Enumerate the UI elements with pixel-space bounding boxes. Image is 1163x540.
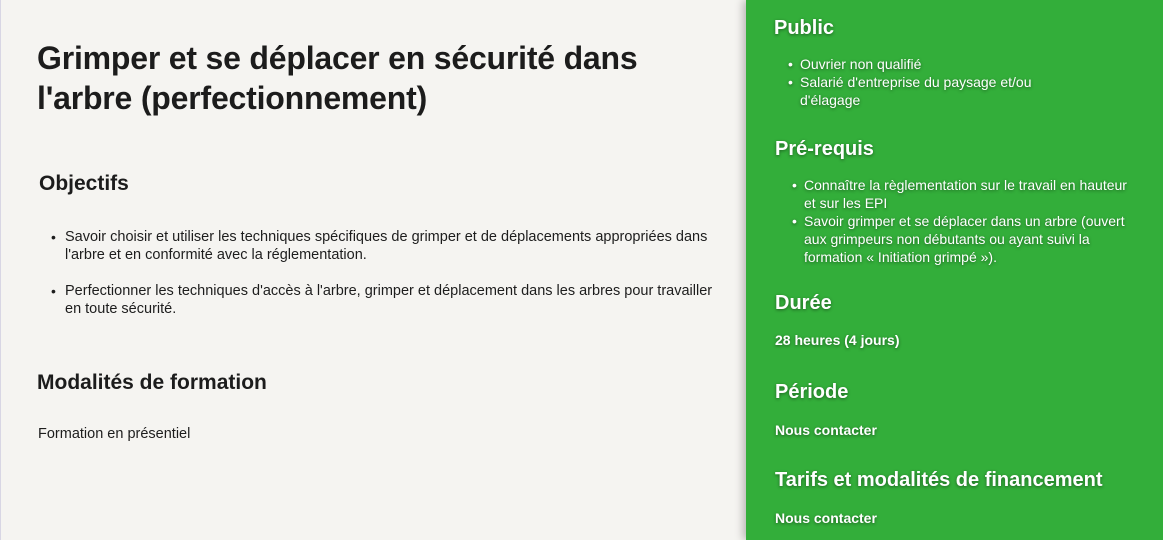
objectifs-list xyxy=(65,228,715,336)
public-heading: Public xyxy=(774,17,835,39)
prerequis-list xyxy=(804,176,1139,266)
duree-text: 28 heures (4 jours) xyxy=(775,332,900,348)
list-item: • Ouvrier non qualifié xyxy=(800,55,1080,73)
tarifs-text: Nous contacter xyxy=(775,510,877,526)
prerequis-heading: Pré-requis xyxy=(775,138,874,160)
periode-text: Nous contacter xyxy=(775,422,877,438)
modalites-heading: Modalités de formation xyxy=(37,371,267,394)
list-item: • Salarié d'entreprise du paysage et/ou d'élagage xyxy=(800,73,1080,109)
modalites-text: Formation en présentiel xyxy=(38,426,191,442)
list-item: • Connaître la règlementation sur le travail en hauteur et sur les EPI xyxy=(804,176,1139,212)
page-title: Grimper et se déplacer en sécurité dans l'arbre (perfectionnement) xyxy=(37,40,638,116)
list-item: • Savoir grimper et se déplacer dans un arbre (ouvert aux grimpeurs non débutants ou ayant suivi la formation « Initiation grimpé »). xyxy=(804,212,1139,266)
periode-heading: Période xyxy=(775,381,849,403)
list-item: • Savoir choisir et utiliser les techniques spécifiques de grimper et de déplacements appropriées dans l'arbre et en conformité avec la réglementation. xyxy=(65,228,715,264)
public-list xyxy=(800,55,1080,109)
objectifs-heading: Objectifs xyxy=(39,172,129,195)
list-item: • Perfectionner les techniques d'accès à l'arbre, grimper et déplacement dans les arbres pour travailler en toute sécurité. xyxy=(65,282,715,318)
info-sidebar xyxy=(746,0,1163,540)
duree-heading: Durée xyxy=(775,292,832,314)
tarifs-heading: Tarifs et modalités de financement xyxy=(775,469,1103,491)
